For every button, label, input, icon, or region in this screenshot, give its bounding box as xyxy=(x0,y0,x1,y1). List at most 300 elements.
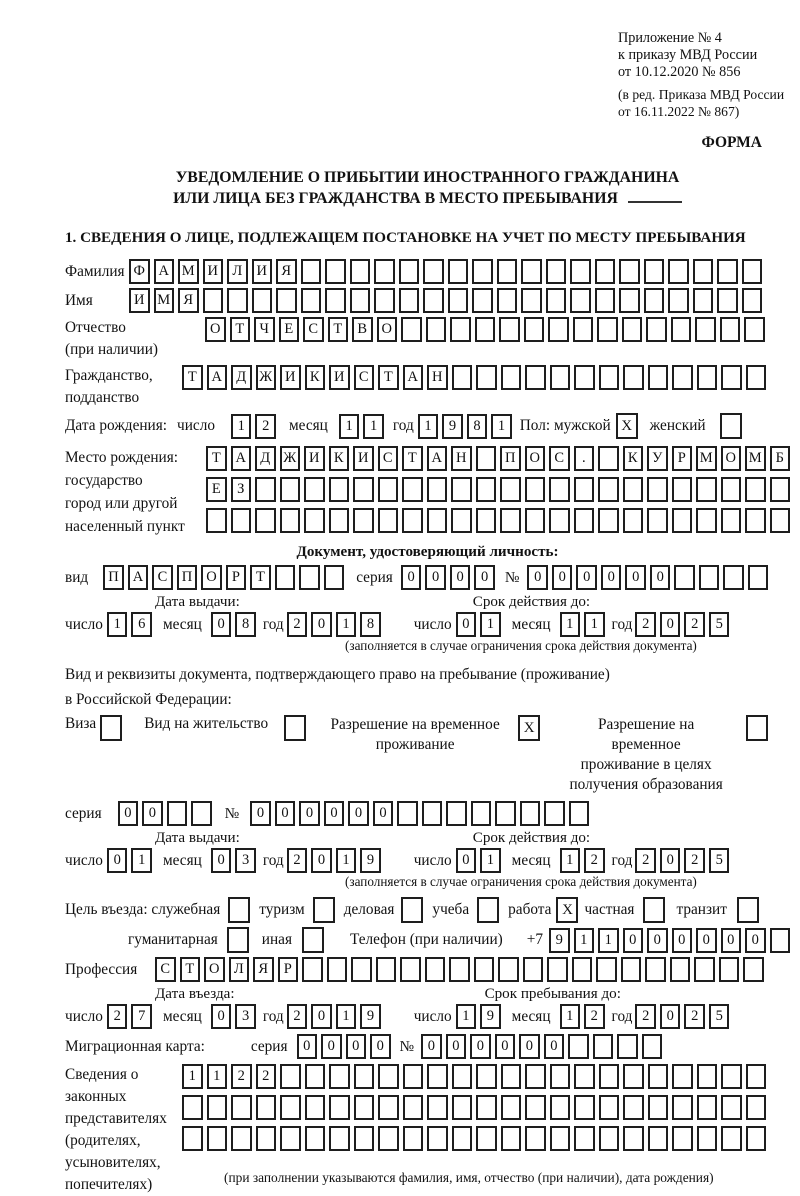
char-cell[interactable]: 0 xyxy=(142,801,163,826)
char-cell[interactable]: 1 xyxy=(336,848,357,873)
char-cell[interactable] xyxy=(721,508,742,533)
char-cell[interactable]: 0 xyxy=(470,1034,491,1059)
char-cell[interactable] xyxy=(401,317,422,342)
char-cell[interactable]: 0 xyxy=(370,1034,391,1059)
char-cell[interactable] xyxy=(743,957,764,982)
char-cell[interactable]: Т xyxy=(378,365,399,390)
char-cell[interactable] xyxy=(595,288,616,313)
char-cell[interactable] xyxy=(501,1095,522,1120)
char-cell[interactable] xyxy=(770,928,791,953)
char-cell[interactable] xyxy=(550,1095,571,1120)
char-cell[interactable]: 2 xyxy=(635,848,656,873)
char-cell[interactable]: И xyxy=(304,446,325,471)
char-cell[interactable]: О xyxy=(204,957,225,982)
char-cell[interactable] xyxy=(696,477,717,502)
char-cell[interactable] xyxy=(721,477,742,502)
char-cell[interactable] xyxy=(622,317,643,342)
purpose-official-checkbox[interactable] xyxy=(228,897,250,923)
char-cell[interactable] xyxy=(670,957,691,982)
char-cell[interactable]: 0 xyxy=(250,801,271,826)
char-cell[interactable]: 0 xyxy=(576,565,597,590)
char-cell[interactable] xyxy=(574,365,595,390)
char-cell[interactable]: 2 xyxy=(287,612,308,637)
char-cell[interactable] xyxy=(402,508,423,533)
char-cell[interactable]: 0 xyxy=(519,1034,540,1059)
char-cell[interactable] xyxy=(593,1034,614,1059)
char-cell[interactable]: 0 xyxy=(401,565,422,590)
char-cell[interactable]: П xyxy=(500,446,521,471)
char-cell[interactable] xyxy=(720,317,741,342)
char-cell[interactable]: 1 xyxy=(182,1064,203,1089)
char-cell[interactable] xyxy=(699,565,720,590)
char-cell[interactable]: С xyxy=(354,365,375,390)
char-cell[interactable] xyxy=(427,1064,448,1089)
char-cell[interactable]: С xyxy=(152,565,173,590)
char-cell[interactable] xyxy=(525,1126,546,1151)
char-cell[interactable] xyxy=(182,1126,203,1151)
char-cell[interactable] xyxy=(599,1126,620,1151)
char-cell[interactable] xyxy=(374,259,395,284)
char-cell[interactable]: О xyxy=(525,446,546,471)
char-cell[interactable]: 5 xyxy=(709,1004,730,1029)
char-cell[interactable] xyxy=(595,259,616,284)
char-cell[interactable] xyxy=(672,1126,693,1151)
char-cell[interactable]: 0 xyxy=(421,1034,442,1059)
char-cell[interactable] xyxy=(500,508,521,533)
char-cell[interactable]: 2 xyxy=(684,1004,705,1029)
char-cell[interactable] xyxy=(350,259,371,284)
char-cell[interactable] xyxy=(452,365,473,390)
char-cell[interactable] xyxy=(696,508,717,533)
char-cell[interactable] xyxy=(672,477,693,502)
char-cell[interactable]: Т xyxy=(180,957,201,982)
char-cell[interactable] xyxy=(305,1064,326,1089)
char-cell[interactable] xyxy=(255,508,276,533)
char-cell[interactable]: 1 xyxy=(560,848,581,873)
char-cell[interactable]: Е xyxy=(206,477,227,502)
char-cell[interactable] xyxy=(325,259,346,284)
char-cell[interactable] xyxy=(693,259,714,284)
char-cell[interactable]: 0 xyxy=(721,928,742,953)
char-cell[interactable] xyxy=(449,957,470,982)
char-cell[interactable]: И xyxy=(203,259,224,284)
char-cell[interactable] xyxy=(452,1064,473,1089)
char-cell[interactable] xyxy=(574,477,595,502)
char-cell[interactable] xyxy=(695,317,716,342)
char-cell[interactable]: О xyxy=(721,446,742,471)
char-cell[interactable] xyxy=(476,508,497,533)
char-cell[interactable] xyxy=(378,508,399,533)
char-cell[interactable]: 0 xyxy=(544,1034,565,1059)
char-cell[interactable] xyxy=(329,477,350,502)
char-cell[interactable] xyxy=(746,1095,767,1120)
temp-residence-checkbox[interactable]: X xyxy=(518,715,540,741)
char-cell[interactable] xyxy=(523,957,544,982)
char-cell[interactable] xyxy=(672,365,693,390)
char-cell[interactable] xyxy=(694,957,715,982)
char-cell[interactable] xyxy=(550,365,571,390)
char-cell[interactable] xyxy=(426,317,447,342)
char-cell[interactable] xyxy=(427,1126,448,1151)
char-cell[interactable] xyxy=(354,1126,375,1151)
char-cell[interactable]: 2 xyxy=(684,612,705,637)
char-cell[interactable] xyxy=(231,1126,252,1151)
char-cell[interactable] xyxy=(374,288,395,313)
char-cell[interactable]: И xyxy=(252,259,273,284)
char-cell[interactable] xyxy=(280,508,301,533)
char-cell[interactable]: 0 xyxy=(211,612,232,637)
char-cell[interactable] xyxy=(697,1095,718,1120)
char-cell[interactable]: З xyxy=(231,477,252,502)
char-cell[interactable] xyxy=(351,957,372,982)
char-cell[interactable] xyxy=(623,1095,644,1120)
char-cell[interactable] xyxy=(770,477,791,502)
char-cell[interactable] xyxy=(570,288,591,313)
char-cell[interactable]: П xyxy=(103,565,124,590)
char-cell[interactable] xyxy=(403,1126,424,1151)
char-cell[interactable]: П xyxy=(177,565,198,590)
char-cell[interactable] xyxy=(572,957,593,982)
char-cell[interactable] xyxy=(746,1126,767,1151)
char-cell[interactable] xyxy=(495,801,516,826)
purpose-business-checkbox[interactable] xyxy=(401,897,423,923)
char-cell[interactable] xyxy=(448,288,469,313)
char-cell[interactable] xyxy=(617,1034,638,1059)
char-cell[interactable] xyxy=(721,1064,742,1089)
char-cell[interactable]: С xyxy=(303,317,324,342)
char-cell[interactable] xyxy=(548,317,569,342)
char-cell[interactable] xyxy=(544,801,565,826)
char-cell[interactable] xyxy=(305,1126,326,1151)
char-cell[interactable]: 2 xyxy=(231,1064,252,1089)
char-cell[interactable]: 5 xyxy=(709,848,730,873)
char-cell[interactable] xyxy=(746,1064,767,1089)
char-cell[interactable]: 0 xyxy=(425,565,446,590)
char-cell[interactable] xyxy=(693,288,714,313)
char-cell[interactable]: 0 xyxy=(660,1004,681,1029)
char-cell[interactable] xyxy=(476,1126,497,1151)
char-cell[interactable] xyxy=(744,317,765,342)
char-cell[interactable]: Б xyxy=(770,446,791,471)
char-cell[interactable]: О xyxy=(205,317,226,342)
char-cell[interactable] xyxy=(231,1095,252,1120)
char-cell[interactable]: 9 xyxy=(360,848,381,873)
char-cell[interactable] xyxy=(619,288,640,313)
char-cell[interactable] xyxy=(524,317,545,342)
char-cell[interactable] xyxy=(403,1095,424,1120)
char-cell[interactable] xyxy=(599,1064,620,1089)
char-cell[interactable] xyxy=(520,801,541,826)
char-cell[interactable] xyxy=(672,508,693,533)
char-cell[interactable]: Ч xyxy=(254,317,275,342)
char-cell[interactable] xyxy=(569,801,590,826)
char-cell[interactable]: Я xyxy=(253,957,274,982)
char-cell[interactable]: Д xyxy=(231,365,252,390)
char-cell[interactable]: Е xyxy=(279,317,300,342)
char-cell[interactable]: 0 xyxy=(118,801,139,826)
char-cell[interactable] xyxy=(644,288,665,313)
char-cell[interactable] xyxy=(623,477,644,502)
char-cell[interactable]: 0 xyxy=(647,928,668,953)
char-cell[interactable]: 1 xyxy=(207,1064,228,1089)
char-cell[interactable] xyxy=(550,1126,571,1151)
char-cell[interactable] xyxy=(598,446,619,471)
char-cell[interactable]: М xyxy=(745,446,766,471)
char-cell[interactable]: 0 xyxy=(311,848,332,873)
char-cell[interactable] xyxy=(301,288,322,313)
char-cell[interactable]: И xyxy=(329,365,350,390)
char-cell[interactable] xyxy=(674,565,695,590)
char-cell[interactable] xyxy=(324,565,345,590)
char-cell[interactable] xyxy=(525,1095,546,1120)
char-cell[interactable]: 1 xyxy=(560,1004,581,1029)
char-cell[interactable] xyxy=(746,365,767,390)
char-cell[interactable] xyxy=(549,477,570,502)
char-cell[interactable] xyxy=(451,508,472,533)
char-cell[interactable] xyxy=(450,317,471,342)
char-cell[interactable]: 0 xyxy=(660,848,681,873)
char-cell[interactable]: С xyxy=(549,446,570,471)
char-cell[interactable]: А xyxy=(128,565,149,590)
char-cell[interactable] xyxy=(623,1064,644,1089)
char-cell[interactable]: 1 xyxy=(560,612,581,637)
char-cell[interactable] xyxy=(721,365,742,390)
char-cell[interactable] xyxy=(546,259,567,284)
char-cell[interactable]: Л xyxy=(229,957,250,982)
char-cell[interactable]: 1 xyxy=(131,848,152,873)
char-cell[interactable] xyxy=(717,288,738,313)
char-cell[interactable]: А xyxy=(427,446,448,471)
char-cell[interactable] xyxy=(598,477,619,502)
char-cell[interactable] xyxy=(745,477,766,502)
char-cell[interactable]: 0 xyxy=(211,1004,232,1029)
char-cell[interactable] xyxy=(354,1064,375,1089)
char-cell[interactable] xyxy=(427,477,448,502)
char-cell[interactable] xyxy=(427,1095,448,1120)
char-cell[interactable]: М xyxy=(696,446,717,471)
char-cell[interactable] xyxy=(402,477,423,502)
char-cell[interactable] xyxy=(574,1064,595,1089)
purpose-other-checkbox[interactable] xyxy=(302,927,324,953)
char-cell[interactable] xyxy=(648,365,669,390)
char-cell[interactable]: Р xyxy=(672,446,693,471)
char-cell[interactable]: 0 xyxy=(311,1004,332,1029)
char-cell[interactable] xyxy=(742,288,763,313)
char-cell[interactable] xyxy=(397,801,418,826)
char-cell[interactable]: 0 xyxy=(321,1034,342,1059)
char-cell[interactable] xyxy=(573,317,594,342)
char-cell[interactable] xyxy=(745,508,766,533)
char-cell[interactable] xyxy=(280,1126,301,1151)
char-cell[interactable] xyxy=(668,288,689,313)
char-cell[interactable] xyxy=(231,508,252,533)
char-cell[interactable]: 3 xyxy=(235,1004,256,1029)
char-cell[interactable]: 0 xyxy=(450,565,471,590)
char-cell[interactable]: . xyxy=(574,446,595,471)
char-cell[interactable]: А xyxy=(154,259,175,284)
char-cell[interactable]: И xyxy=(280,365,301,390)
char-cell[interactable] xyxy=(672,1095,693,1120)
char-cell[interactable] xyxy=(596,957,617,982)
char-cell[interactable]: 1 xyxy=(491,414,512,439)
char-cell[interactable]: 7 xyxy=(131,1004,152,1029)
char-cell[interactable]: А xyxy=(231,446,252,471)
char-cell[interactable]: 0 xyxy=(297,1034,318,1059)
char-cell[interactable] xyxy=(476,446,497,471)
char-cell[interactable]: С xyxy=(378,446,399,471)
char-cell[interactable] xyxy=(623,365,644,390)
char-cell[interactable] xyxy=(256,1126,277,1151)
char-cell[interactable]: 0 xyxy=(456,612,477,637)
char-cell[interactable] xyxy=(598,508,619,533)
char-cell[interactable] xyxy=(255,477,276,502)
char-cell[interactable] xyxy=(302,957,323,982)
char-cell[interactable] xyxy=(521,288,542,313)
char-cell[interactable]: 0 xyxy=(456,848,477,873)
char-cell[interactable] xyxy=(647,508,668,533)
char-cell[interactable] xyxy=(668,259,689,284)
char-cell[interactable]: 0 xyxy=(275,801,296,826)
char-cell[interactable] xyxy=(378,1095,399,1120)
char-cell[interactable] xyxy=(697,1064,718,1089)
char-cell[interactable]: К xyxy=(623,446,644,471)
char-cell[interactable] xyxy=(646,317,667,342)
char-cell[interactable]: 2 xyxy=(635,612,656,637)
char-cell[interactable] xyxy=(252,288,273,313)
char-cell[interactable] xyxy=(452,1126,473,1151)
male-checkbox[interactable]: X xyxy=(616,413,638,439)
char-cell[interactable] xyxy=(621,957,642,982)
char-cell[interactable] xyxy=(697,365,718,390)
char-cell[interactable] xyxy=(329,1095,350,1120)
char-cell[interactable]: М xyxy=(178,259,199,284)
char-cell[interactable]: Ф xyxy=(129,259,150,284)
residence-permit-checkbox[interactable] xyxy=(284,715,306,741)
char-cell[interactable] xyxy=(451,477,472,502)
char-cell[interactable] xyxy=(644,259,665,284)
char-cell[interactable] xyxy=(304,508,325,533)
char-cell[interactable]: С xyxy=(155,957,176,982)
char-cell[interactable]: 1 xyxy=(418,414,439,439)
char-cell[interactable] xyxy=(501,1064,522,1089)
char-cell[interactable]: Н xyxy=(451,446,472,471)
char-cell[interactable]: А xyxy=(207,365,228,390)
char-cell[interactable] xyxy=(501,1126,522,1151)
char-cell[interactable] xyxy=(403,1064,424,1089)
char-cell[interactable] xyxy=(497,259,518,284)
char-cell[interactable] xyxy=(400,957,421,982)
char-cell[interactable] xyxy=(167,801,188,826)
char-cell[interactable]: 0 xyxy=(527,565,548,590)
char-cell[interactable] xyxy=(476,365,497,390)
char-cell[interactable]: 1 xyxy=(336,1004,357,1029)
char-cell[interactable] xyxy=(623,508,644,533)
char-cell[interactable]: 9 xyxy=(549,928,570,953)
char-cell[interactable] xyxy=(521,259,542,284)
char-cell[interactable] xyxy=(597,317,618,342)
char-cell[interactable] xyxy=(648,1095,669,1120)
char-cell[interactable]: 2 xyxy=(287,848,308,873)
char-cell[interactable] xyxy=(574,1126,595,1151)
char-cell[interactable]: 2 xyxy=(287,1004,308,1029)
char-cell[interactable]: О xyxy=(201,565,222,590)
char-cell[interactable]: 1 xyxy=(363,414,384,439)
char-cell[interactable] xyxy=(399,288,420,313)
char-cell[interactable] xyxy=(427,508,448,533)
char-cell[interactable]: Я xyxy=(178,288,199,313)
purpose-humanitarian-checkbox[interactable] xyxy=(227,927,249,953)
char-cell[interactable]: Т xyxy=(328,317,349,342)
char-cell[interactable]: 0 xyxy=(446,1034,467,1059)
char-cell[interactable]: О xyxy=(377,317,398,342)
purpose-tourism-checkbox[interactable] xyxy=(313,897,335,923)
char-cell[interactable]: Л xyxy=(227,259,248,284)
char-cell[interactable]: 1 xyxy=(336,612,357,637)
char-cell[interactable] xyxy=(648,1064,669,1089)
char-cell[interactable] xyxy=(719,957,740,982)
char-cell[interactable] xyxy=(448,259,469,284)
visa-checkbox[interactable] xyxy=(100,715,122,741)
char-cell[interactable]: 8 xyxy=(360,612,381,637)
char-cell[interactable]: 2 xyxy=(255,414,276,439)
char-cell[interactable]: Р xyxy=(226,565,247,590)
char-cell[interactable]: 1 xyxy=(598,928,619,953)
char-cell[interactable] xyxy=(329,1126,350,1151)
char-cell[interactable]: Я xyxy=(276,259,297,284)
char-cell[interactable] xyxy=(399,259,420,284)
char-cell[interactable]: Т xyxy=(402,446,423,471)
char-cell[interactable] xyxy=(671,317,692,342)
char-cell[interactable]: 3 xyxy=(235,848,256,873)
char-cell[interactable] xyxy=(301,259,322,284)
char-cell[interactable]: И xyxy=(353,446,374,471)
char-cell[interactable]: 0 xyxy=(552,565,573,590)
char-cell[interactable] xyxy=(748,565,769,590)
temp-residence-edu-checkbox[interactable] xyxy=(746,715,768,741)
char-cell[interactable] xyxy=(305,1095,326,1120)
char-cell[interactable]: 0 xyxy=(601,565,622,590)
char-cell[interactable]: Т xyxy=(250,565,271,590)
char-cell[interactable] xyxy=(647,477,668,502)
char-cell[interactable] xyxy=(207,1126,228,1151)
char-cell[interactable]: 2 xyxy=(684,848,705,873)
char-cell[interactable] xyxy=(499,317,520,342)
char-cell[interactable]: К xyxy=(305,365,326,390)
char-cell[interactable] xyxy=(574,508,595,533)
char-cell[interactable]: 0 xyxy=(348,801,369,826)
char-cell[interactable] xyxy=(770,508,791,533)
char-cell[interactable] xyxy=(672,1064,693,1089)
char-cell[interactable] xyxy=(723,565,744,590)
char-cell[interactable] xyxy=(570,259,591,284)
char-cell[interactable] xyxy=(327,957,348,982)
char-cell[interactable] xyxy=(276,288,297,313)
char-cell[interactable]: Т xyxy=(206,446,227,471)
char-cell[interactable]: 1 xyxy=(574,928,595,953)
char-cell[interactable] xyxy=(525,508,546,533)
char-cell[interactable] xyxy=(425,957,446,982)
char-cell[interactable] xyxy=(423,288,444,313)
char-cell[interactable] xyxy=(501,365,522,390)
char-cell[interactable] xyxy=(549,508,570,533)
char-cell[interactable] xyxy=(280,1095,301,1120)
char-cell[interactable]: 0 xyxy=(373,801,394,826)
char-cell[interactable] xyxy=(452,1095,473,1120)
purpose-private-checkbox[interactable] xyxy=(643,897,665,923)
char-cell[interactable]: 1 xyxy=(584,612,605,637)
char-cell[interactable] xyxy=(354,1095,375,1120)
char-cell[interactable] xyxy=(329,508,350,533)
